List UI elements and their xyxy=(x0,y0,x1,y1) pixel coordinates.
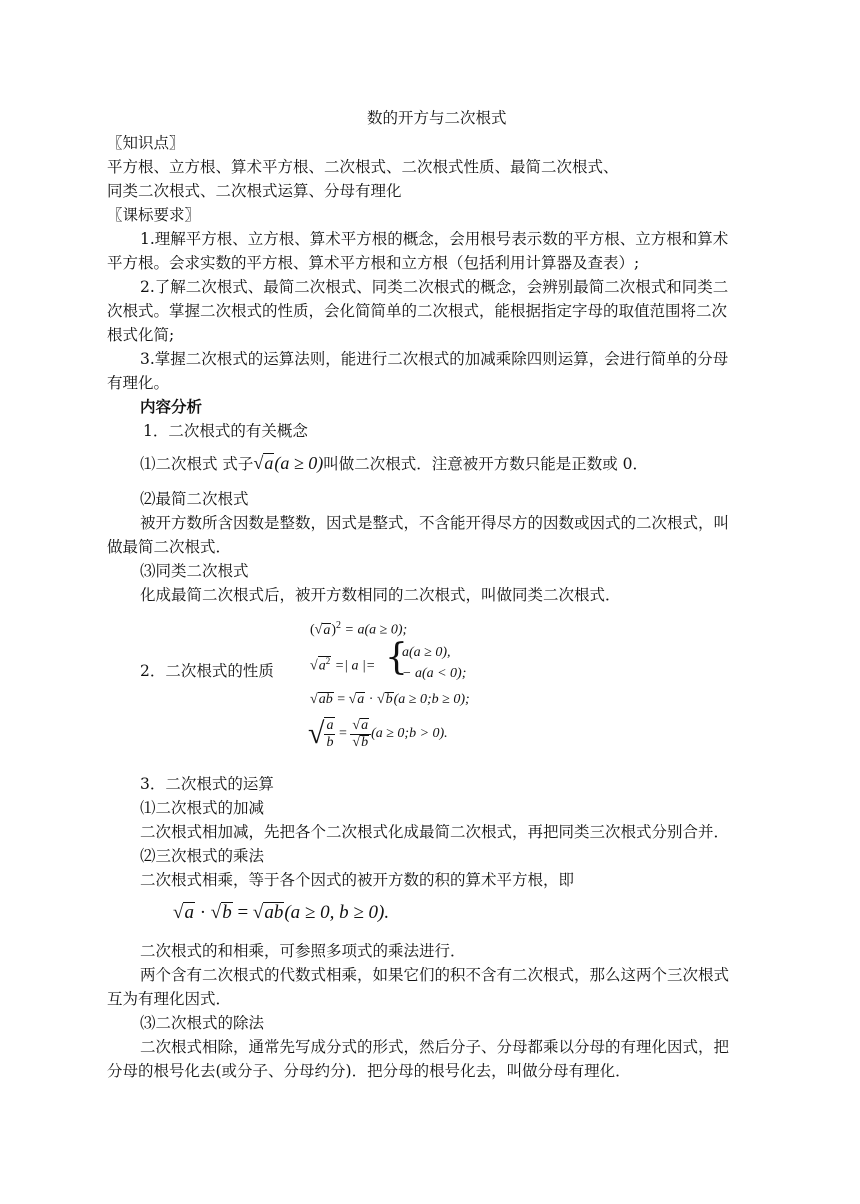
section-3a-heading: ⑴二次根式的加减 xyxy=(140,799,265,817)
definition-suffix: 叫做二次根式．注意被开方数只能是正数或 0． xyxy=(323,455,648,473)
property-formula-4: √ $\frac{a}{b}$ = $\frac{√a}{√b}$ (a ≥ 0;b > 0). xyxy=(308,717,448,750)
section-1c-heading: ⑶同类二次根式 xyxy=(140,562,249,580)
section-3b-heading: ⑵三次根式的乘法 xyxy=(140,847,265,865)
section-3b-line-3: 两个含有二次根式的代数式相乘，如果它们的积不含有二次根式，那么这两个三次根式 xyxy=(140,966,730,984)
condition-a: (a ≥ 0) xyxy=(274,453,324,473)
section-3b-line-2: 二次根式的和相乘，可参照多项式的乘法进行． xyxy=(140,942,466,960)
property-case-1: a(a ≥ 0), xyxy=(402,645,451,660)
section-3c-line-1: 二次根式相除，通常先写成分式的形式，然后分子、分母都乘以分母的有理化因式，把 xyxy=(140,1038,730,1056)
section-3c-line-2: 分母的根号化去(或分子、分母约分)．把分母的根号化去，叫做分母有理化． xyxy=(107,1062,631,1080)
definition-prefix: ⑴二次根式 式子 xyxy=(140,455,254,473)
requirement-1-line-2: 平方根。会求实数的平方根、算术平方根和立方根（包括利用计算器及查表）; xyxy=(107,254,640,272)
section-3-heading: 3．二次根式的运算 xyxy=(140,775,274,793)
requirement-2-line-1: 2.了解二次根式、最简二次根式、同类二次根式的概念，会辨别最简二次根式和同类二 xyxy=(140,278,729,296)
section-3c-heading: ⑶二次根式的除法 xyxy=(140,1014,265,1032)
section-3b-line-4: 互为有理化因式． xyxy=(107,990,232,1008)
requirement-1-line-1: 1.理解平方根、立方根、算术平方根的概念，会用根号表示数的平方根、立方根和算术 xyxy=(140,230,729,248)
section-3a-line-1: 二次根式相加减，先把各个二次根式化成最简二次根式，再把同类三次根式分别合并． xyxy=(140,823,730,841)
section-3b-line-1: 二次根式相乘，等于各个因式的被开方数的积的算术平方根，即 xyxy=(140,871,575,889)
knowledge-line-2: 同类二次根式、二次根式运算、分母有理化 xyxy=(107,182,402,200)
requirements-header: 〖课标要求〗 xyxy=(107,206,201,224)
property-formula-3: √ab = √a · √b(a ≥ 0;b ≥ 0); xyxy=(310,692,470,707)
property-case-2: − a(a < 0); xyxy=(402,666,467,681)
knowledge-line-1: 平方根、立方根、算术平方根、二次根式、二次根式性质、最简二次根式、 xyxy=(107,158,619,176)
knowledge-header: 〖知识点〗 xyxy=(107,134,185,152)
requirement-2-line-3: 根式化简; xyxy=(107,326,175,344)
section-1c-line-1: 化成最简二次根式后，被开方数相同的二次根式，叫做同类二次根式． xyxy=(140,586,621,604)
section-1b-line-2: 做最简二次根式． xyxy=(107,538,232,556)
cases-brace: { xyxy=(385,637,408,678)
multiplication-formula: √a · √b = √ab(a ≥ 0, b ≥ 0). xyxy=(173,902,390,923)
section-1b-line-1: 被开方数所含因数是整数，因式是整式，不含能开得尽方的因数或因式的二次根式，叫 xyxy=(140,514,730,532)
property-formula-1: $(√a)^2 = a(a \ge 0)$; xyxy=(310,620,408,638)
requirement-3-line-1: 3.掌握二次根式的运算法则，能进行二次根式的加减乘除四则运算，会进行简单的分母 xyxy=(140,350,729,368)
requirement-3-line-2: 有理化。 xyxy=(107,374,170,392)
sqrt-a-formula: √a(a ≥ 0) xyxy=(253,453,324,473)
property-formula-2: $√a^2$ =| a |= xyxy=(310,656,376,674)
section-1b-heading: ⑵最简二次根式 xyxy=(140,490,249,508)
analysis-header: 内容分析 xyxy=(140,397,203,416)
radicand-a: a xyxy=(264,453,274,473)
page-title: 数的开方与二次根式 xyxy=(367,109,507,127)
section-2-heading: 2．二次根式的性质 xyxy=(140,662,274,680)
requirement-2-line-2: 次根式。掌握二次根式的性质，会化简简单的二次根式，能根据指定字母的取值范围将二次 xyxy=(107,302,728,320)
definition-line xyxy=(140,453,648,474)
section-1-heading: 1．二次根式的有关概念 xyxy=(143,422,308,440)
